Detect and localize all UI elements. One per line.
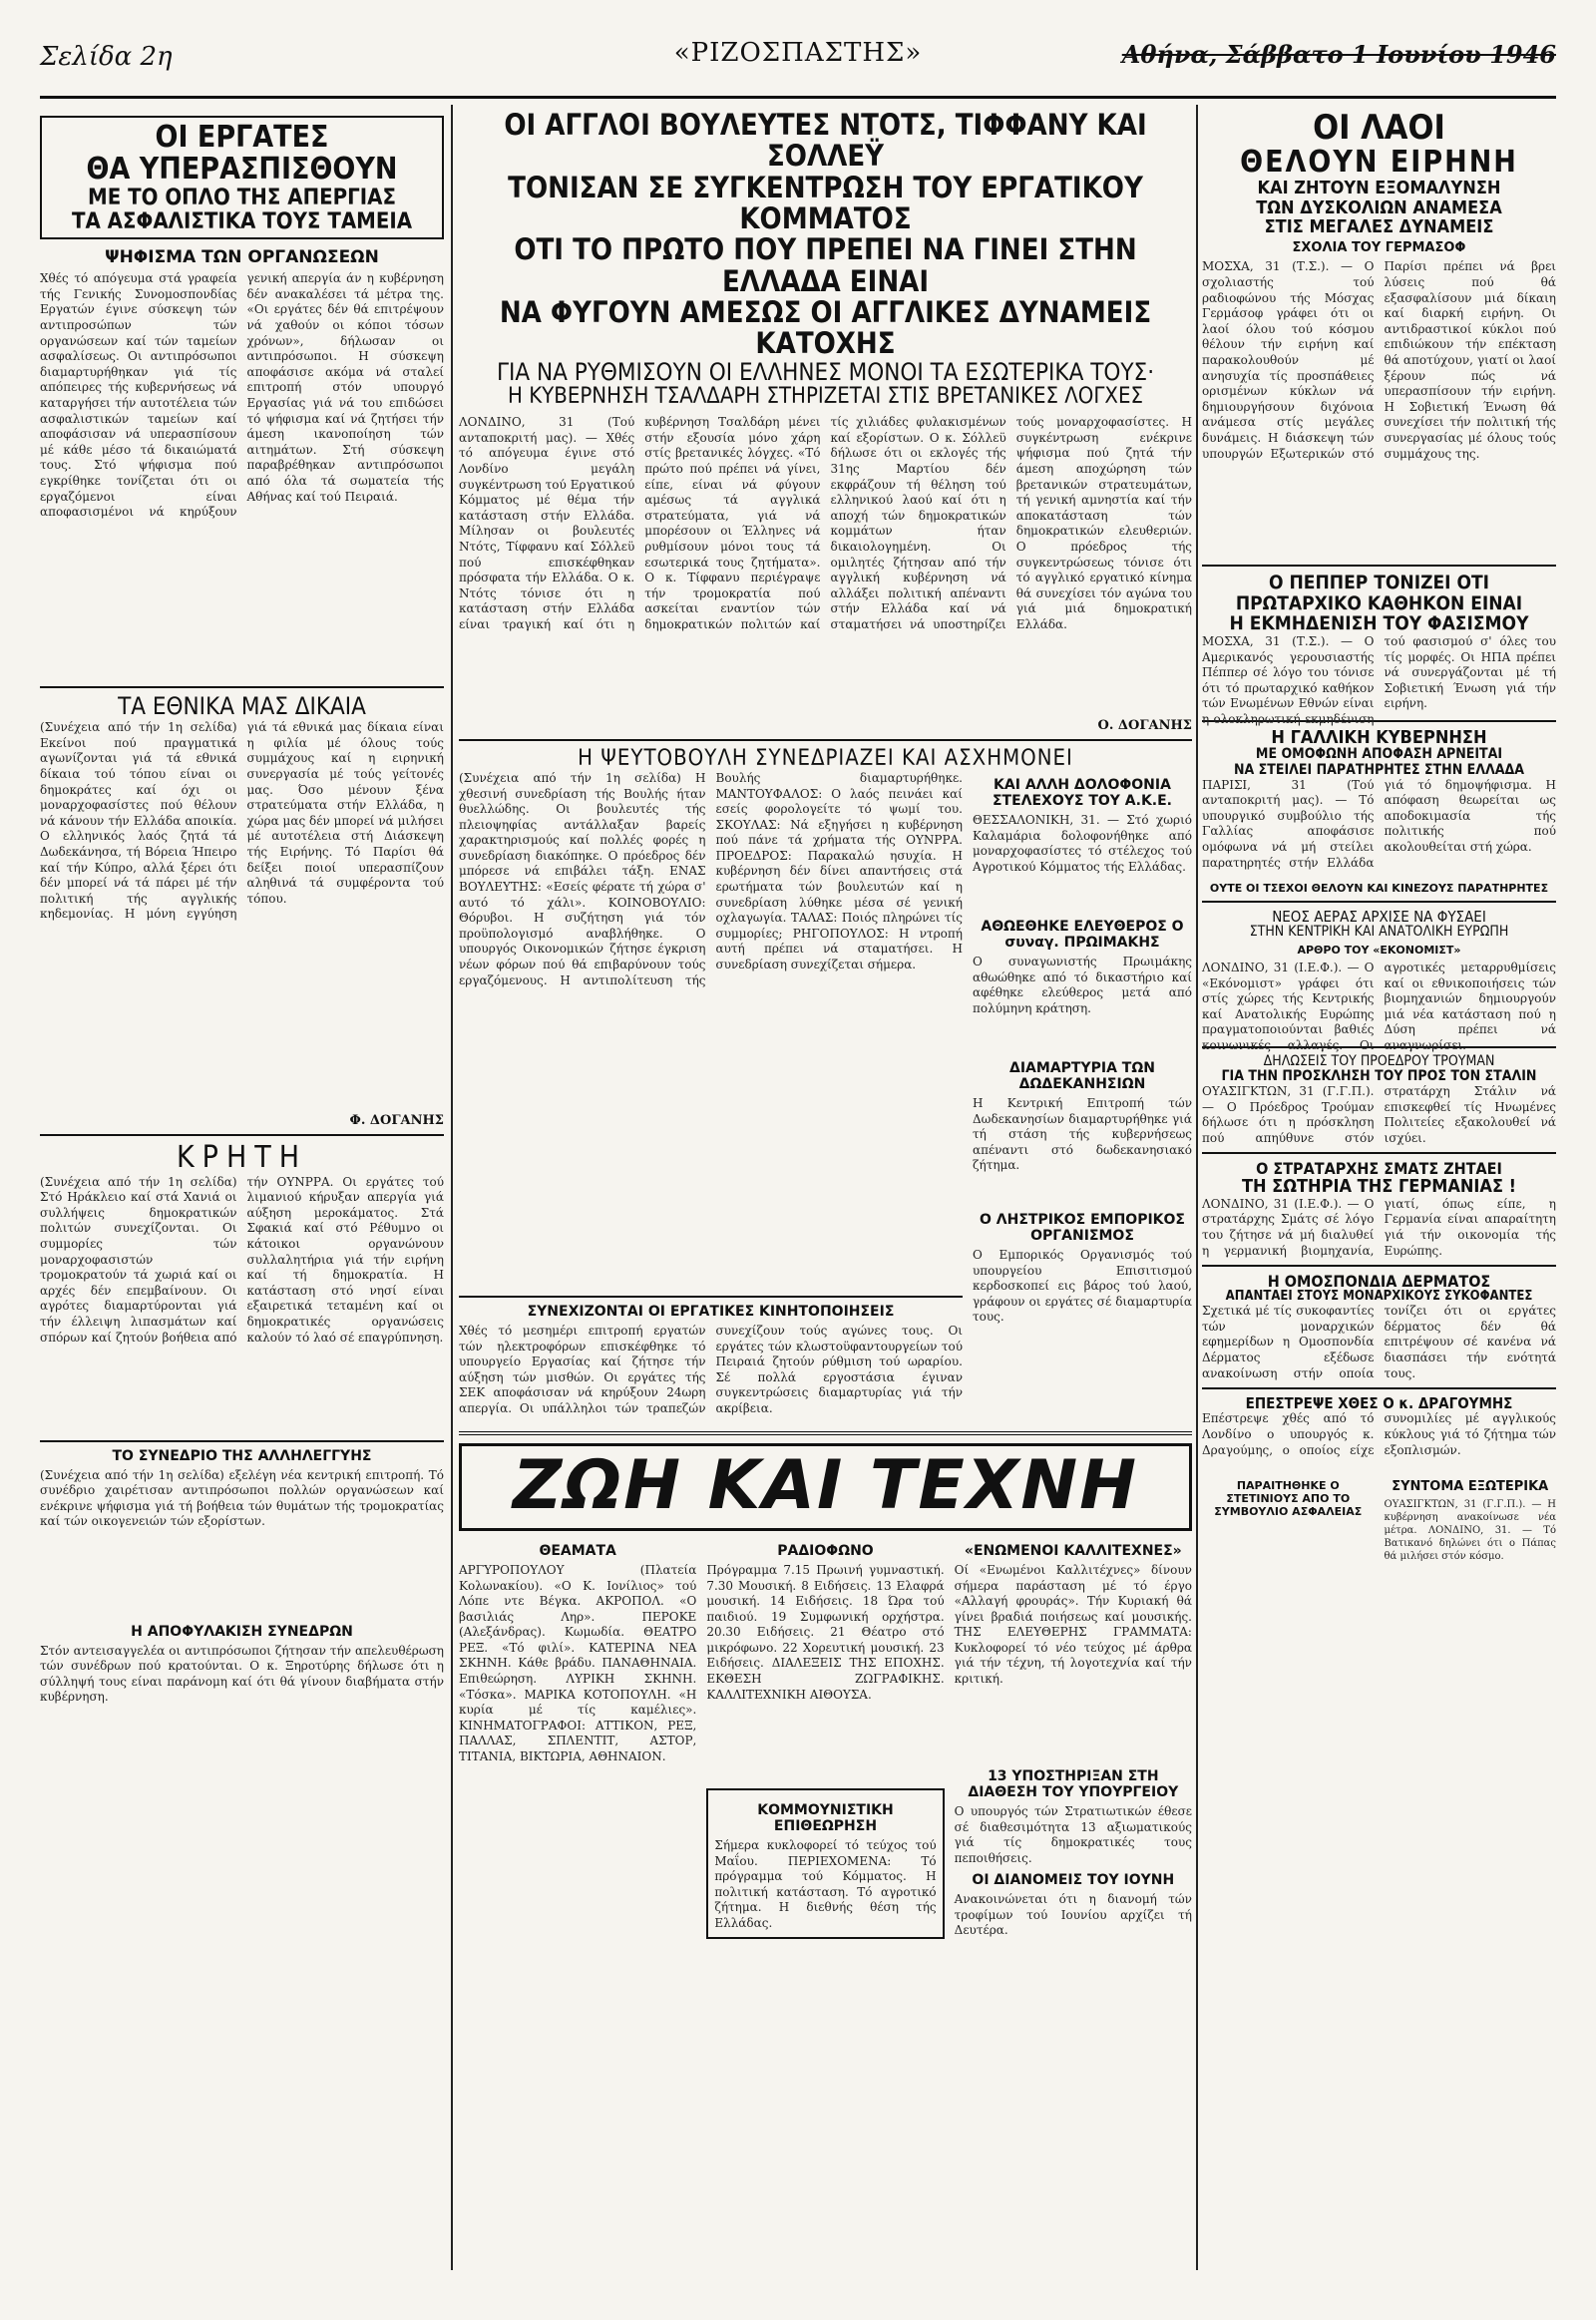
headline: ΡΑΔΙΟΦΩΝΟ: [777, 1542, 874, 1559]
arts-banner: ΖΩΗ ΚΑΙ ΤΕΧΝΗ: [459, 1443, 1192, 1531]
kom-review-box: [706, 1788, 944, 1940]
article-akep: [973, 813, 1192, 913]
article-text: ΠΑΡΙΣΙ, 31 (Τού ανταποκριτή μας). — Τό υπουργικό συμβούλιο τής Γαλλίας αποφάσισε ομόφωνα νά μή στείλει παρατηρητές στήν Ελλάδα γιά τό δημοψήφισμα. Η απόφαση θεωρείται ως αποδοκιμασία τής πολιτικής πού ακολουθείται στή χώρα.: [1202, 777, 1556, 870]
article-text: ΛΟΝΔΙΝΟ, 31 (Ι.Ε.Φ.). — Ο «Εκόνομιστ» γράφει ότι στίς χώρες τής Κεντρικής καί Ανατολικής Ευρώπης πραγματοποιούνται βαθιές κοινωνικές αλλαγές. Οι αγροτικές μεταρρυθμίσεις καί οι εθνικοποιήσεις τών βιομηχανιών δημιουργούν μιά νέα κατάσταση πού η Δύση πρέπει νά αναγνωρίσει.: [1202, 960, 1556, 1052]
article-text: Σήμερα κυκλοφορεί τό τεύχος τού Μαΐου. ΠΕΡΙΕΧΟΜΕΝΑ: Τό πρόγραμμα τού Κόμματος. Η πολιτική κατάσταση. Τό αγροτικό ζήτημα. Η διεθνής θέση τής Ελλάδας.: [714, 1837, 937, 1930]
headline: ΓΙΑ ΝΑ ΡΥΘΜΙΣΟΥΝ ΟΙ ΕΛΛΗΝΕΣ ΜΟΝΟΙ ΤΑ ΕΣΩΤΕΡΙΚΑ ΤΟΥΣ·: [496, 357, 1155, 386]
column-divider: [1196, 105, 1198, 2270]
subheadline: ΑΡΘΡΟ ΤΟΥ «ΕΚΟΝΟΜΙΣΤ»: [1297, 943, 1461, 957]
article-text: ΜΟΣΧΑ, 31 (Τ.Σ.). — Ο Αμερικανός γερουσιαστής Πέππερ σέ λόγο του τόνισε ότι τό πρωταρχικό καθήκον τών Ενωμένων Εθνών είναι η ολοκληρωτική εκμηδένιση τού φασισμού σ' όλες του τίς μορφές. Οι ΗΠΑ πρέπει νά συνεργάζονται μέ τή Σοβιετική Ένωση γιά τήν ειρήνη.: [1202, 633, 1556, 726]
article-congress-2: [40, 1644, 444, 1943]
headline: ΘΕΛΟΥΝ ΕΙΡΗΝΗ: [1240, 144, 1518, 180]
article-french: [1202, 778, 1556, 878]
headline: ΟΙ ΛΑΟΙ: [1313, 108, 1445, 148]
page-number: Σελίδα 2η: [40, 42, 173, 72]
right-bottom: [1202, 1473, 1556, 1563]
headline: ΟΙ ΕΡΓΑΤΕΣ: [155, 120, 329, 155]
arts-section: [459, 1537, 1192, 2042]
article-protest: [973, 1096, 1192, 1206]
headline: ΤΗ ΣΩΤΗΡΙΑ ΤΗΣ ΓΕΡΜΑΝΙΑΣ !: [1241, 1176, 1517, 1198]
workers-headline-box: [40, 116, 444, 239]
headline: ΤΑ ΕΘΝΙΚΑ ΜΑΣ ΔΙΚΑΙΑ: [118, 692, 366, 721]
headline: ΣΥΝΕΧΙΖΟΝΤΑΙ ΟΙ ΕΡΓΑΤΙΚΕΣ ΚΙΝΗΤΟΠΟΙΗΣΕΙΣ: [527, 1303, 895, 1320]
headline: ΘΑ ΥΠΕΡΑΣΠΙΣΘΟΥΝ: [86, 152, 398, 188]
article-newair: [1202, 960, 1556, 1052]
headline: Η ΕΚΜΗΔΕΝΙΣΗ ΤΟΥ ΦΑΣΙΣΜΟΥ: [1229, 612, 1529, 635]
article-text: ΜΟΣΧΑ, 31 (Τ.Σ.). — Ο σχολιαστής τού ραδιοφώνου τής Μόσχας Γερμάσοφ γράφει ότι οι λαοί όλου τού κόσμου θέλουν τήν ειρήνη καί παρακολουθούν μέ ανησυχία τίς προσπάθειες ορισμένων κύκλων νά δημιουργήσουν διχόνοια ανάμεσα στίς μεγάλες δυνάμεις. Η διάσκεψη τών υπουργών Εξωτερικών στό Παρίσι πρέπει νά βρει λύσεις πού θά εξασφαλίσουν μιά δίκαιη καί διαρκή ειρήνη. Οι αντιδραστικοί κύκλοι πού επιδιώκουν τήν επέκταση θά αποτύχουν, γιατί οι λαοί ξέρουν πώς νά υπερασπίσουν τήν ειρήνη. Η Σοβιετική Ένωση θά συνεχίσει τήν πολιτική τής συνεργασίας μέ όλους τούς συμμάχους της.: [1202, 259, 1556, 461]
article-congress: [40, 1468, 444, 1618]
article-text: Στόν αντεισαγγελέα οι αντιπρόσωποι ζήτησαν τήν απελευθέρωση τών συνέδρων πού κρατούνται. Ο κ. Ξηροτύρης δήλωσε ότι η σύλληψή τους είναι παράνομη καί ότι θά γίνουν διαβήματα στήν κυβέρνηση.: [40, 1643, 444, 1705]
headline: ΣΥΝΤΟΜΑ ΕΞΩΤΕΡΙΚΑ: [1392, 1479, 1549, 1495]
headline: ΟΙ ΑΓΓΛΟΙ ΒΟΥΛΕΥΤΕΣ ΝΤΟΤΣ, ΤΙΦΦΑΝΥ ΚΑΙ ΣΟΛΛΕΫ: [504, 108, 1147, 174]
article-text: ΟΥΑΣΙΓΚΤΩΝ, 31 (Γ.Γ.Π.). — Η κυβέρνηση ανακοίνωσε νέα μέτρα. ΛΟΝΔΙΝΟ, 31. — Τό Βατικανό δηλώνει ότι ο Πάπας θά μιλήσει στόν κόσμο.: [1384, 1499, 1556, 1563]
article-smuts: [1202, 1197, 1556, 1259]
masthead-rule: [40, 96, 1556, 99]
article-text: Ανακοινώνεται ότι η διανομή τών τροφίμων τού Ιουνίου αρχίζει τή Δευτέρα.: [954, 1892, 1192, 1938]
article-text: ΘΕΣΣΑΛΟΝΙΚΗ, 31. — Στό χωριό Καλαμάρια δολοφονήθηκε από μοναρχοφασίστες τό στέλεχος τού Αγροτικού Κόμματος τής Ελλάδας.: [973, 812, 1192, 874]
article-free: [973, 955, 1192, 1054]
headline: Η ΟΜΟΣΠΟΝΔΙΑ ΔΕΡΜΑΤΟΣ: [1267, 1271, 1491, 1291]
byline: Ο. ΔΟΓΑΝΗΣ: [1097, 718, 1192, 734]
headline: ΚΟΜΜΟΥΝΙΣΤΙΚΗ ΕΠΙΘΕΩΡΗΣΗ: [757, 1801, 894, 1834]
headline: ΑΠΑΝΤΑΕΙ ΣΤΟΥΣ ΜΟΝΑΡΧΙΚΟΥΣ ΣΥΚΟΦΑΝΤΕΣ: [1225, 1289, 1533, 1305]
article-leather: [1202, 1304, 1556, 1381]
article-text: ΛΟΝΔΙΝΟ, 31 (Ι.Ε.Φ.). — Ο στρατάρχης Σμάτς σέ λόγο του ζήτησε νά μή διαλυθεί η γερμανική βιομηχανία, γιατί, όπως είπε, η Γερμανία είναι απαραίτητη γιά τήν οικονομία τής Ευρώπης.: [1202, 1196, 1556, 1258]
article-parliament: [459, 771, 963, 1290]
subheadline: Η ΑΠΟΦΥΛΑΚΙΣΗ ΣΥΝΕΔΡΩΝ: [131, 1623, 353, 1640]
article-text: Χθές τό απόγευμα στά γραφεία τής Γενικής Συνομοσπονδίας Εργατών έγινε σύσκεψη τών αντιπροσώπων τών οργανώσεων καί τών ταμείων ασφαλίσεως. Οι αντιπρόσωποι διαμαρτυρήθηκαν γιά τίς απόπειρες τής κυβερνήσεως νά καταργήσει τήν αυτοτέλεια τών ασφαλιστικών ταμείων καί αποφάσισαν νά υπερασπίσουν μέ κάθε μέσο τά δικαιώματά τους. Στό ψήφισμα πού εγκρίθηκε τονίζεται ότι οι εργαζόμενοι είναι αποφασισμένοι νά κηρύξουν γενική απεργία άν η κυβέρνηση δέν ανακαλέσει τά μέτρα της. «Οι εργάτες δέν θά επιτρέψουν νά χαθούν οι κόποι τόσων χρόνων», δήλωσαν οι αντιπρόσωποι. Η σύσκεψη αποφάσισε ακόμα νά σταλεί επιτροπή στόν υπουργό Εργασίας γιά νά του επιδώσει τό ψήφισμα καί νά ζητήσει τήν άμεση ικανοποίηση τών αιτημάτων. Στή σύσκεψη παραβρέθηκαν αντιπρόσωποι από όλα τά σωματεία τής Αθήνας καί τού Πειραιά.: [40, 271, 444, 520]
article-workers: [40, 271, 444, 680]
headline: Ο ΠΕΠΠΕΡ ΤΟΝΙΖΕΙ ΟΤΙ: [1269, 572, 1489, 594]
headline: ΚΡΗΤΗ: [176, 1140, 308, 1176]
article-text: ΛΟΝΔΙΝΟ, 31 (Τού ανταποκριτή μας). — Χθές τό απόγευμα έγινε στό Λονδίνο μεγάλη συγκέντρωση τού Εργατικού Κόμματος μέ θέμα τήν κατάσταση στήν Ελλάδα. Μίλησαν οι βουλευτές Ντότς, Τίφφανυ καί Σόλλεϋ πού επισκέφθηκαν πρόσφατα τήν Ελλάδα. Ο κ. Ντότς τόνισε ότι η κατάσταση στήν Ελλάδα είναι τραγική καί ότι η κυβέρνηση Τσαλδάρη μένει στήν εξουσία μόνο χάρη στίς βρετανικές λόγχες. «Τό πρώτο πού πρέπει νά γίνει, είπε, είναι νά φύγουν αμέσως τά αγγλικά στρατεύματα, γιά νά μπορέσουν οι Έλληνες νά ρυθμίσουν μόνοι τους τά εσωτερικά τους ζητήματα». Ο κ. Τίφφανυ περιέγραψε τήν τρομοκρατία πού ασκείται εναντίον τών δημοκρατικών πολιτών καί τίς χιλιάδες φυλακισμένων καί εξορίστων. Ο κ. Σόλλεϋ δήλωσε ότι οι εκλογές τής 31ης Μαρτίου δέν εκφράζουν τή θέληση τού ελληνικού λαού καί ότι η αποχή τών δημοκρατικών κομμάτων ήταν δικαιολογημένη. Οι ομιλητές ζήτησαν από τήν αγγλική κυβέρνηση νά αλλάξει πολιτική απέναντι στήν Ελλάδα καί νά σταματήσει νά υποστηρίζει τούς μοναρχοφασίστες. Η συγκέντρωση ενέκρινε ψήφισμα πού ζητά τήν άμεση αποχώρηση τών βρετανικών στρατευμάτων, τή γενική αμνηστία καί τήν αποκατάσταση τών δημοκρατικών ελευθεριών. Ο πρόεδρος τής συγκεντρώσεως τόνισε ότι τό αγγλικό εργατικό κίνημα θά συνεχίσει τόν αγώνα του γιά μιά δημοκρατική Ελλάδα.: [459, 415, 1192, 631]
article-text: Οί «Ενωμένοι Καλλιτέχνες» δίνουν σήμερα παράσταση μέ τό έργο «Αλλαγή φρουράς». Τήν Κυριακή θά γίνει βραδιά ποιήσεως καί μουσικής. ΤΗΣ ΕΛΕΥΘΕΡΗΣ ΓΡΑΜΜΑΤΑ: Κυκλοφορεί τό νέο τεύχος μέ άρθρα γιά τήν τέχνη, τή λογοτεχνία καί τήν κριτική.: [954, 1562, 1192, 1687]
article-radio: [706, 1563, 944, 1782]
headline: ΓΙΑ ΤΗΝ ΠΡΟΣΚΛΗΣΗ ΤΟΥ ΠΡΟΣ ΤΟΝ ΣΤΑΛΙΝ: [1221, 1068, 1537, 1085]
headline: ΔΙΑΜΑΡΤΥΡΙΑ ΤΩΝ ΔΩΔΕΚΑΝΗΣΙΩΝ: [1009, 1059, 1155, 1092]
article-theatre: [459, 1563, 696, 2042]
article-text: ΑΡΓΥΡΟΠΟΥΛΟΥ (Πλατεία Κολωνακίου). «Ο Κ. Ιονίλιος» τού Λόπε ντε Βέγκα. ΑΚΡΟΠΟΛ. «Ο βασιλιάς Ληρ». ΠΕΡΟΚΕ (Αλεξάνδρας). Κωμωδία. ΘΕΑΤΡΟ ΡΕΞ. «Τό φιλί». ΚΑΤΕΡΙΝΑ ΝΕΑ ΣΚΗΝΗ. Κάθε βράδυ. ΠΑΝΑΘΗΝΑΙΑ. Επιθεώρηση. ΛΥΡΙΚΗ ΣΚΗΝΗ. «Τόσκα». ΜΑΡΙΚΑ ΚΟΤΟΠΟΥΛΗ. «Η κυρία μέ τίς καμέλιες». ΚΙΝΗΜΑΤΟΓΡΑΦΟΙ: ΑΤΤΙΚΟΝ, ΡΕΞ, ΠΑΛΛΑΣ, ΣΠΛΕΝΤΙΤ, ΑΣΤΟΡ, ΤΙΤΑΝΙΑ, ΒΙΚΤΩΡΙΑ, ΑΘΗΝΑΙΟΝ.: [459, 1562, 697, 1764]
headline: ΝΕΟΣ ΑΕΡΑΣ ΑΡΧΙΣΕ ΝΑ ΦΥΣΑΕΙ: [1272, 907, 1486, 926]
headline: ΟΙ ΔΙΑΝΟΜΕΙΣ ΤΟΥ ΙΟΥΝΗ: [972, 1872, 1175, 1889]
subheadline: ΣΧΟΛΙΑ ΤΟΥ ΓΕΡΜΑΣΟΦ: [1292, 240, 1466, 256]
headline: ΤΩΝ ΔΥΣΚΟΛΙΩΝ ΑΝΑΜΕΣΑ: [1256, 196, 1502, 218]
headline: Ο ΣΤΡΑΤΑΡΧΗΣ ΣΜΑΤΣ ΖΗΤΑΕΙ: [1256, 1159, 1502, 1179]
article-pepper: [1202, 633, 1556, 726]
headline: ΚΑΙ ΖΗΤΟΥΝ ΕΞΟΜΑΛΥΝΣΗ: [1257, 178, 1501, 199]
article-text: Ο υπουργός τών Στρατιωτικών έθεσε σέ διαθεσιμότητα 13 αξιωματικούς γιά τίς δημοκρατικές τους πεποιθήσεις.: [954, 1803, 1192, 1865]
headline: ΝΑ ΣΤΕΙΛΕΙ ΠΑΡΑΤΗΡΗΤΕΣ ΣΤΗΝ ΕΛΛΑΔΑ: [1234, 761, 1524, 778]
masthead: [40, 20, 1556, 84]
headline: Η ΚΥΒΕΡΝΗΣΗ ΤΣΑΛΔΑΡΗ ΣΤΗΡΙΖΕΤΑΙ ΣΤΙΣ ΒΡΕΤΑΝΙΚΕΣ ΛΟΓΧΕΣ: [508, 384, 1143, 410]
article-lead: [459, 415, 1192, 714]
headline: ΤΟ ΣΥΝΕΔΡΙΟ ΤΗΣ ΑΛΛΗΛΕΓΓΥΗΣ: [112, 1447, 372, 1464]
article-return: [1202, 1411, 1556, 1473]
headline: Η ΨΕΥΤΟΒΟΥΛΗ ΣΥΝΕΔΡΙΑΖΕΙ ΚΑΙ ΑΣΧΗΜΟΝΕΙ: [578, 746, 1073, 772]
article-text: Ο συναγωνιστής Πρωιμάκης αθωώθηκε από τό δικαστήριο καί αφέθηκε ελεύθερος μετά από πολύμηνη κράτηση.: [973, 954, 1192, 1015]
subheadline: ΟΥΤΕ ΟΙ ΤΣΕΧΟΙ ΘΕΛΟΥΝ ΚΑΙ ΚΙΝΕΖΟΥΣ ΠΑΡΑΤΗΡΗΤΕΣ: [1209, 881, 1549, 895]
article-crete: [40, 1175, 444, 1434]
article-text: Επέστρεψε χθές από τό Λονδίνο ο υπουργός κ. Δραγούμης, ο οποίος είχε συνομιλίες μέ αγγλικούς κύκλους γιά τό ζήτημα τών εξοπλισμών.: [1202, 1411, 1556, 1457]
headline: ΜΕ ΟΜΟΦΩΝΗ ΑΠΟΦΑΣΗ ΑΡΝΕΙΤΑΙ: [1255, 746, 1503, 763]
headline: ΜΕ ΤΟ ΟΠΛΟ ΤΗΣ ΑΠΕΡΓΙΑΣ: [88, 185, 396, 210]
left-column: [40, 110, 444, 2270]
article-text: Χθές τό μεσημέρι επιτροπή εργατών τών ηλεκτροφόρων επισκέφθηκε τό υπουργείο Εργασίας καί ζήτησε τήν αύξηση τών μισθών. Οι εργάτες τής ΣΕΚ αποφάσισαν νά κηρύξουν 24ωρη απεργία. Οι υπάλληλοι τών τραπεζών συνεχίζουν τούς αγώνες τους. Οι εργάτες τών κλωστοϋφαντουργείων τού Πειραιά ζητούν ρύθμιση τού ωραρίου. Σέ πολλά εργοστάσια έγιναν συγκεντρώσεις διαμαρτυρίας γιά τήν ακρίβεια.: [459, 1323, 963, 1415]
headline: ΔΗΛΩΣΕΙΣ ΤΟΥ ΠΡΟΕΔΡΟΥ ΤΡΟΥΜΑΝ: [1263, 1052, 1495, 1069]
article-national: [40, 720, 444, 1109]
newspaper-name: «ΡΙΖΟΣΠΑΣΤΗΣ»: [673, 38, 923, 68]
article-trade: [973, 1248, 1192, 1367]
article-text: (Συνέχεια από τήν 1η σελίδα) Εκείνοι πού πραγματικά αγωνίζονται γιά τά εθνικά δίκαια τού τόπου είναι οι δημοκράτες καί όχι οι μοναρχοφασίστες πού θέλουν νά κάνουν τήν Ελλάδα αποικία. Ο ελληνικός λαός ζητά τά Δωδεκάνησα, τή Βόρεια Ήπειρο καί τήν Κύπρο, αλλά ξέρει ότι δέν μπορεί νά τά πάρει μέ τήν πολιτική τής αγγλικής κηδεμονίας. Η μόνη εγγύηση γιά τά εθνικά μας δίκαια είναι η φιλία μέ όλους τούς συμμάχους καί η ειρηνική συνεργασία μέ τούς γείτονές μας. Όσο μένουν ξένα στρατεύματα στήν Ελλάδα, η χώρα μας δέν μπορεί νά μιλήσει μέ αυτοτέλεια στή Διάσκεψη τής Ειρήνης. Τό Παρίσι θά δείξει ποιοί υπερασπίζουν αληθινά τά συμφέροντα τού τόπου.: [40, 720, 444, 922]
headline: ΟΤΙ ΤΟ ΠΡΩΤΟ ΠΟΥ ΠΡΕΠΕΙ ΝΑ ΓΙΝΕΙ ΣΤΗΝ ΕΛΛΑΔΑ ΕΙΝΑΙ: [514, 232, 1137, 298]
headline: ΘΕΑΜΑΤΑ: [539, 1542, 616, 1559]
headline: 13 ΥΠΟΣΤΗΡΙΞΑΝ ΣΤΗ ΔΙΑΘΕΣΗ ΤΟΥ ΥΠΟΥΡΓΕΙΟΥ: [968, 1767, 1179, 1800]
headline: Ο ΛΗΣΤΡΙΚΟΣ ΕΜΠΟΡΙΚΟΣ ΟΡΓΑΝΙΣΜΟΣ: [980, 1211, 1185, 1244]
headline: ΝΑ ΦΥΓΟΥΝ ΑΜΕΣΩΣ ΟΙ ΑΓΓΛΙΚΕΣ ΔΥΝΑΜΕΙΣ ΚΑΤΟΧΗΣ: [499, 294, 1152, 361]
headline: ΣΤΙΣ ΜΕΓΑΛΕΣ ΔΥΝΑΜΕΙΣ: [1264, 215, 1494, 237]
article-artists: [955, 1563, 1192, 1762]
lead-headline: [459, 110, 1192, 409]
headline: ΚΑΙ ΑΛΛΗ ΔΟΛΟΦΟΝΙΑ ΣΤΕΛΕΧΟΥΣ ΤΟΥ Α.Κ.Ε.: [992, 776, 1172, 809]
article-text: Ο Εμπορικός Οργανισμός τού υπουργείου Επισιτισμού κερδοσκοπεί εις βάρος τού λαού, γράφουν οι εργάτες σέ διαμαρτυρία τους.: [973, 1247, 1192, 1325]
article-text: (Συνέχεια από τήν 1η σελίδα) Στό Ηράκλειο καί στά Χανιά οι συλλήψεις δημοκρατικών πολιτών συνεχίζονται. Οι συμμορίες τών μοναρχοφασιστών τρομοκρατούν τά χωριά καί οι αρχές δέν επεμβαίνουν. Οι αγρότες διαμαρτύρονται γιά τήν έλλειψη λιπασμάτων καί σπόρων καί ζητούν βοήθεια από τήν ΟΥΝΡΡΑ. Οι εργάτες τού λιμανιού κήρυξαν απεργία γιά αύξηση μεροκάματος. Στά Σφακιά καί στό Ρέθυμνο οι κάτοικοι οργανώνουν συλλαλητήρια γιά τήν ειρήνη καί τή δημοκρατία. Η κατάσταση στό νησί είναι εξαιρετικά τεταμένη καί οι δημοκρατικές οργανώσεις καλούν τό λαό σέ επαγρύπνηση.: [40, 1174, 444, 1345]
center-split: [459, 771, 1192, 1423]
article-text: Σχετικά μέ τίς συκοφαντίες τών μοναρχικών εφημερίδων η Ομοσπονδία Δέρματος εξέδωσε ανακοίνωση στήν οποία τονίζει ότι οι εργάτες δέρματος δέν θά επιτρέψουν σέ κανένα νά διασπάσει τήν ενότητά τους.: [1202, 1304, 1556, 1380]
article-text: Η Κεντρική Επιτροπή τών Δωδεκανησίων διαμαρτυρήθηκε γιά τή στάση τής κυβερνήσεως απέναντι στό δωδεκανησιακό ζήτημα.: [973, 1095, 1192, 1173]
headline: ΠΑΡΑΙΤΗΘΗΚΕ Ο ΣΤΕΤΙΝΙΟΥΣ ΑΠΟ ΤΟ ΣΥΜΒΟΥΛΙΟ ΑΣΦΑΛΕΙΑΣ: [1214, 1479, 1363, 1519]
article-truman: [1202, 1084, 1556, 1146]
headline: ΑΘΩΕΘΗΚΕ ΕΛΕΥΘΕΡΟΣ Ο συναγ. ΠΡΩΙΜΑΚΗΣ: [981, 918, 1184, 951]
headline: «ΕΝΩΜΕΝΟΙ ΚΑΛΛΙΤΕΧΝΕΣ»: [964, 1542, 1182, 1559]
headline: Η ΓΑΛΛΙΚΗ ΚΥΒΕΡΝΗΣΗ: [1271, 726, 1487, 748]
headline: ΣΤΗΝ ΚΕΝΤΡΙΚΗ ΚΑΙ ΑΝΑΤΟΛΙΚΗ ΕΥΡΩΠΗ: [1249, 923, 1509, 940]
article-text: Πρόγραμμα 7.15 Πρωινή γυμναστική. 7.30 Μουσική. 8 Ειδήσεις. 13 Ελαφρά μουσική. 14 Ειδήσεις. 18 Ώρα τού παιδιού. 19 Συμφωνική ορχήστρα. 20.30 Ειδήσεις. 21 Θέατρο στό μικρόφωνο. 22 Χορευτική μουσική. 23 Ειδήσεις. ΔΙΑΛΕΞΕΙΣ ΤΗΣ ΕΠΟΧΗΣ. ΕΚΘΕΣΗ ΖΩΓΡΑΦΙΚΗΣ. ΚΑΛΛΙΤΕΧΝΙΚΗ ΑΙΘΟΥΣΑ.: [706, 1562, 945, 1702]
byline: Φ. ΔΟΓΑΝΗΣ: [349, 1113, 444, 1129]
article-text: (Συνέχεια από τήν 1η σελίδα) Η χθεσινή συνεδρίαση τής Βουλής ήταν θυελλώδης. Οι βουλευτές τής πλειοψηφίας αντάλλαξαν βαρείς χαρακτηρισμούς καί πολλές φορές η συνεδρίαση διακόπηκε. Ο πρόεδρος δέν μπόρεσε νά επιβάλει τάξη. ΕΝΑΣ ΒΟΥΛΕΥΤΗΣ: «Εσείς φέρατε τή χώρα σ' αυτό τό χάλι». ΚΟΙΝΟΒΟΥΛΙΟ: Θόρυβοι. Η συζήτηση γιά τόν προϋπολογισμό αναβλήθηκε. Ο υπουργός Οικονομικών ζήτησε έγκριση νέων φόρων πού θά επιβαρύνουν τούς εργαζόμενους. Η αντιπολίτευση τής Βουλής διαμαρτυρήθηκε. ΜΑΝΤΟΥΦΑΛΟΣ: Ο λαός πεινάει καί εσείς φορολογείτε τό ψωμί του. ΣΚΟΥΛΑΣ: Νά εξηγήσει η κυβέρνηση πού πάνε τά χρήματα τής ΟΥΝΡΡΑ. ΠΡΟΕΔΡΟΣ: Παρακαλώ ησυχία. Η κυβέρνηση δέν δίνει απαντήσεις στά ερωτήματα τών βουλευτών καί η συνεδρίαση λύθηκε μέσα σέ γενική οχλαγωγία. ΤΑΛΑΣ: Ποιός πληρώνει τίς συμμορίες; ΡΗΓΟΠΟΥΛΟΣ: Η ντροπή αυτή πρέπει νά σταματήσει. Η συνεδρίαση συνεχίζεται σήμερα.: [459, 770, 963, 987]
article-text: ΟΥΑΣΙΓΚΤΩΝ, 31 (Γ.Γ.Π.). — Ο Πρόεδρος Τρούμαν δήλωσε ότι η πρόσκληση πού απηύθυνε στόν στρατάρχη Στάλιν νά επισκεφθεί τίς Ηνωμένες Πολιτείες εξακολουθεί νά ισχύει.: [1202, 1084, 1556, 1145]
column-divider: [451, 105, 453, 2270]
article-text: (Συνέχεια από τήν 1η σελίδα) εξελέγη νέα κεντρική επιτροπή. Τό συνέδριο χαιρέτισαν αντιπρόσωποι πολλών οργανώσεων καί ενέκρινε ψήφισμα γιά τή βοήθεια τών θυμάτων τής τρομοκρατίας καί τών οικογενειών τών εξορίστων.: [40, 1467, 444, 1529]
right-column: [1202, 110, 1556, 2270]
headline: ΕΠΕΣΤΡΕΨΕ ΧΘΕΣ Ο κ. ΔΡΑΓΟΥΜΗΣ: [1245, 1394, 1513, 1413]
headline: ΤΑ ΑΣΦΑΛΙΣΤΙΚΑ ΤΟΥΣ ΤΑΜΕΙΑ: [71, 208, 413, 234]
headline: ΠΡΩΤΑΡΧΙΚΟ ΚΑΘΗΚΟΝ ΕΙΝΑΙ: [1235, 591, 1523, 614]
issue-date: Αθήνα, Σάββατο 1 Ιουνίου 1946: [1121, 40, 1556, 69]
center-column: [459, 110, 1192, 2270]
subheadline: ΨΗΦΙΣΜΑ ΤΩΝ ΟΡΓΑΝΩΣΕΩΝ: [105, 247, 379, 268]
headline: ΤΟΝΙΣΑΝ ΣΕ ΣΥΓΚΕΝΤΡΩΣΗ ΤΟΥ ΕΡΓΑΤΙΚΟΥ ΚΟΜΜΑΤΟΣ: [508, 170, 1143, 235]
article-peoples: [1202, 259, 1556, 559]
article-strikes: [459, 1324, 963, 1423]
